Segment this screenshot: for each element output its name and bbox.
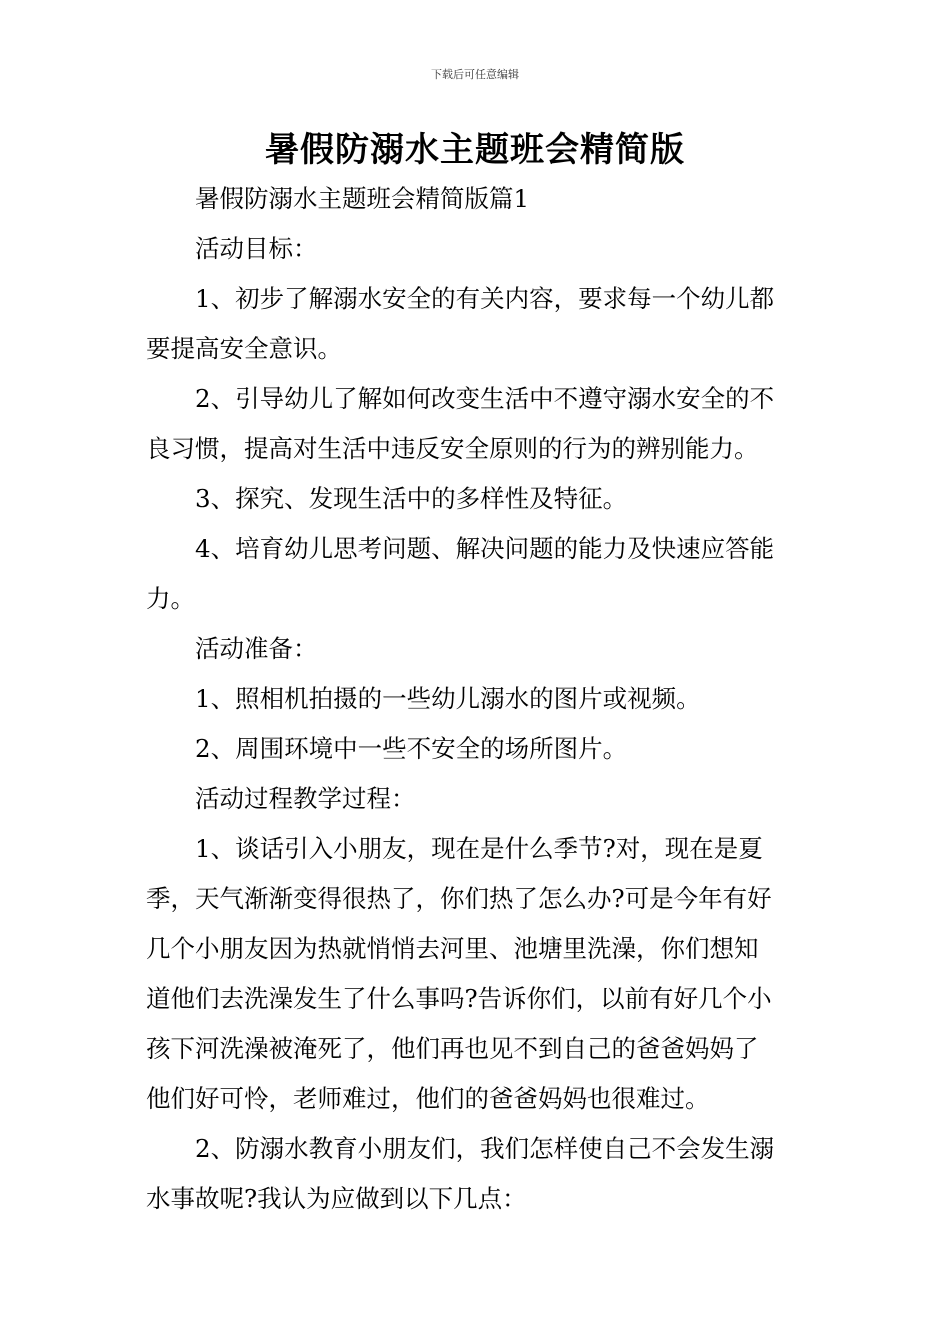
header-note: 下载后可任意编辑	[431, 68, 519, 81]
paragraph-goal-4: 4、培育幼儿思考问题、解决问题的能力及快速应答能 力。	[146, 534, 775, 613]
paragraph-prep-2: 2、周围环境中一些不安全的场所图片。	[195, 734, 628, 763]
paragraph-process-heading: 活动过程教学过程：	[195, 784, 416, 813]
paragraph-goal-2: 2、引导幼儿了解如何改变生活中不遵守溺水安全的不 良习惯，提高对生活中违反安全原则的行为的辨别能力。	[146, 384, 775, 463]
document-title: 暑假防溺水主题班会精简版	[265, 130, 685, 170]
paragraph-goal-3: 3、探究、发现生活中的多样性及特征。	[195, 484, 628, 513]
document-body	[146, 174, 810, 1224]
paragraph-process-1: 1、谈话引入小朋友，现在是什么季节?对，现在是夏 季，天气渐渐变得很热了，你们热了怎么办?可是今年有好 几个小朋友因为热就悄悄去河里、池塘里洗澡，你们想知 道他们去洗澡发生了什么事吗?告诉你们，以前有好几个小 孩下河洗澡被淹死了，他们再也见不到自己的爸爸妈妈了 他们好可怜，老师难过，他们的爸爸妈妈也很难过。	[146, 834, 772, 1113]
paragraph-goal-1: 1、初步了解溺水安全的有关内容，要求每一个幼儿都 要提高安全意识。	[146, 284, 775, 363]
paragraph-subtitle: 暑假防溺水主题班会精简版篇1	[195, 184, 530, 213]
paragraph-process-2: 2、防溺水教育小朋友们，我们怎样使自己不会发生溺 水事故呢?我认为应做到以下几点：	[146, 1134, 775, 1213]
paragraph-goals-heading: 活动目标：	[195, 234, 318, 263]
paragraph-prep-heading: 活动准备：	[195, 634, 318, 663]
paragraph-prep-1: 1、照相机拍摄的一些幼儿溺水的图片或视频。	[195, 684, 701, 713]
